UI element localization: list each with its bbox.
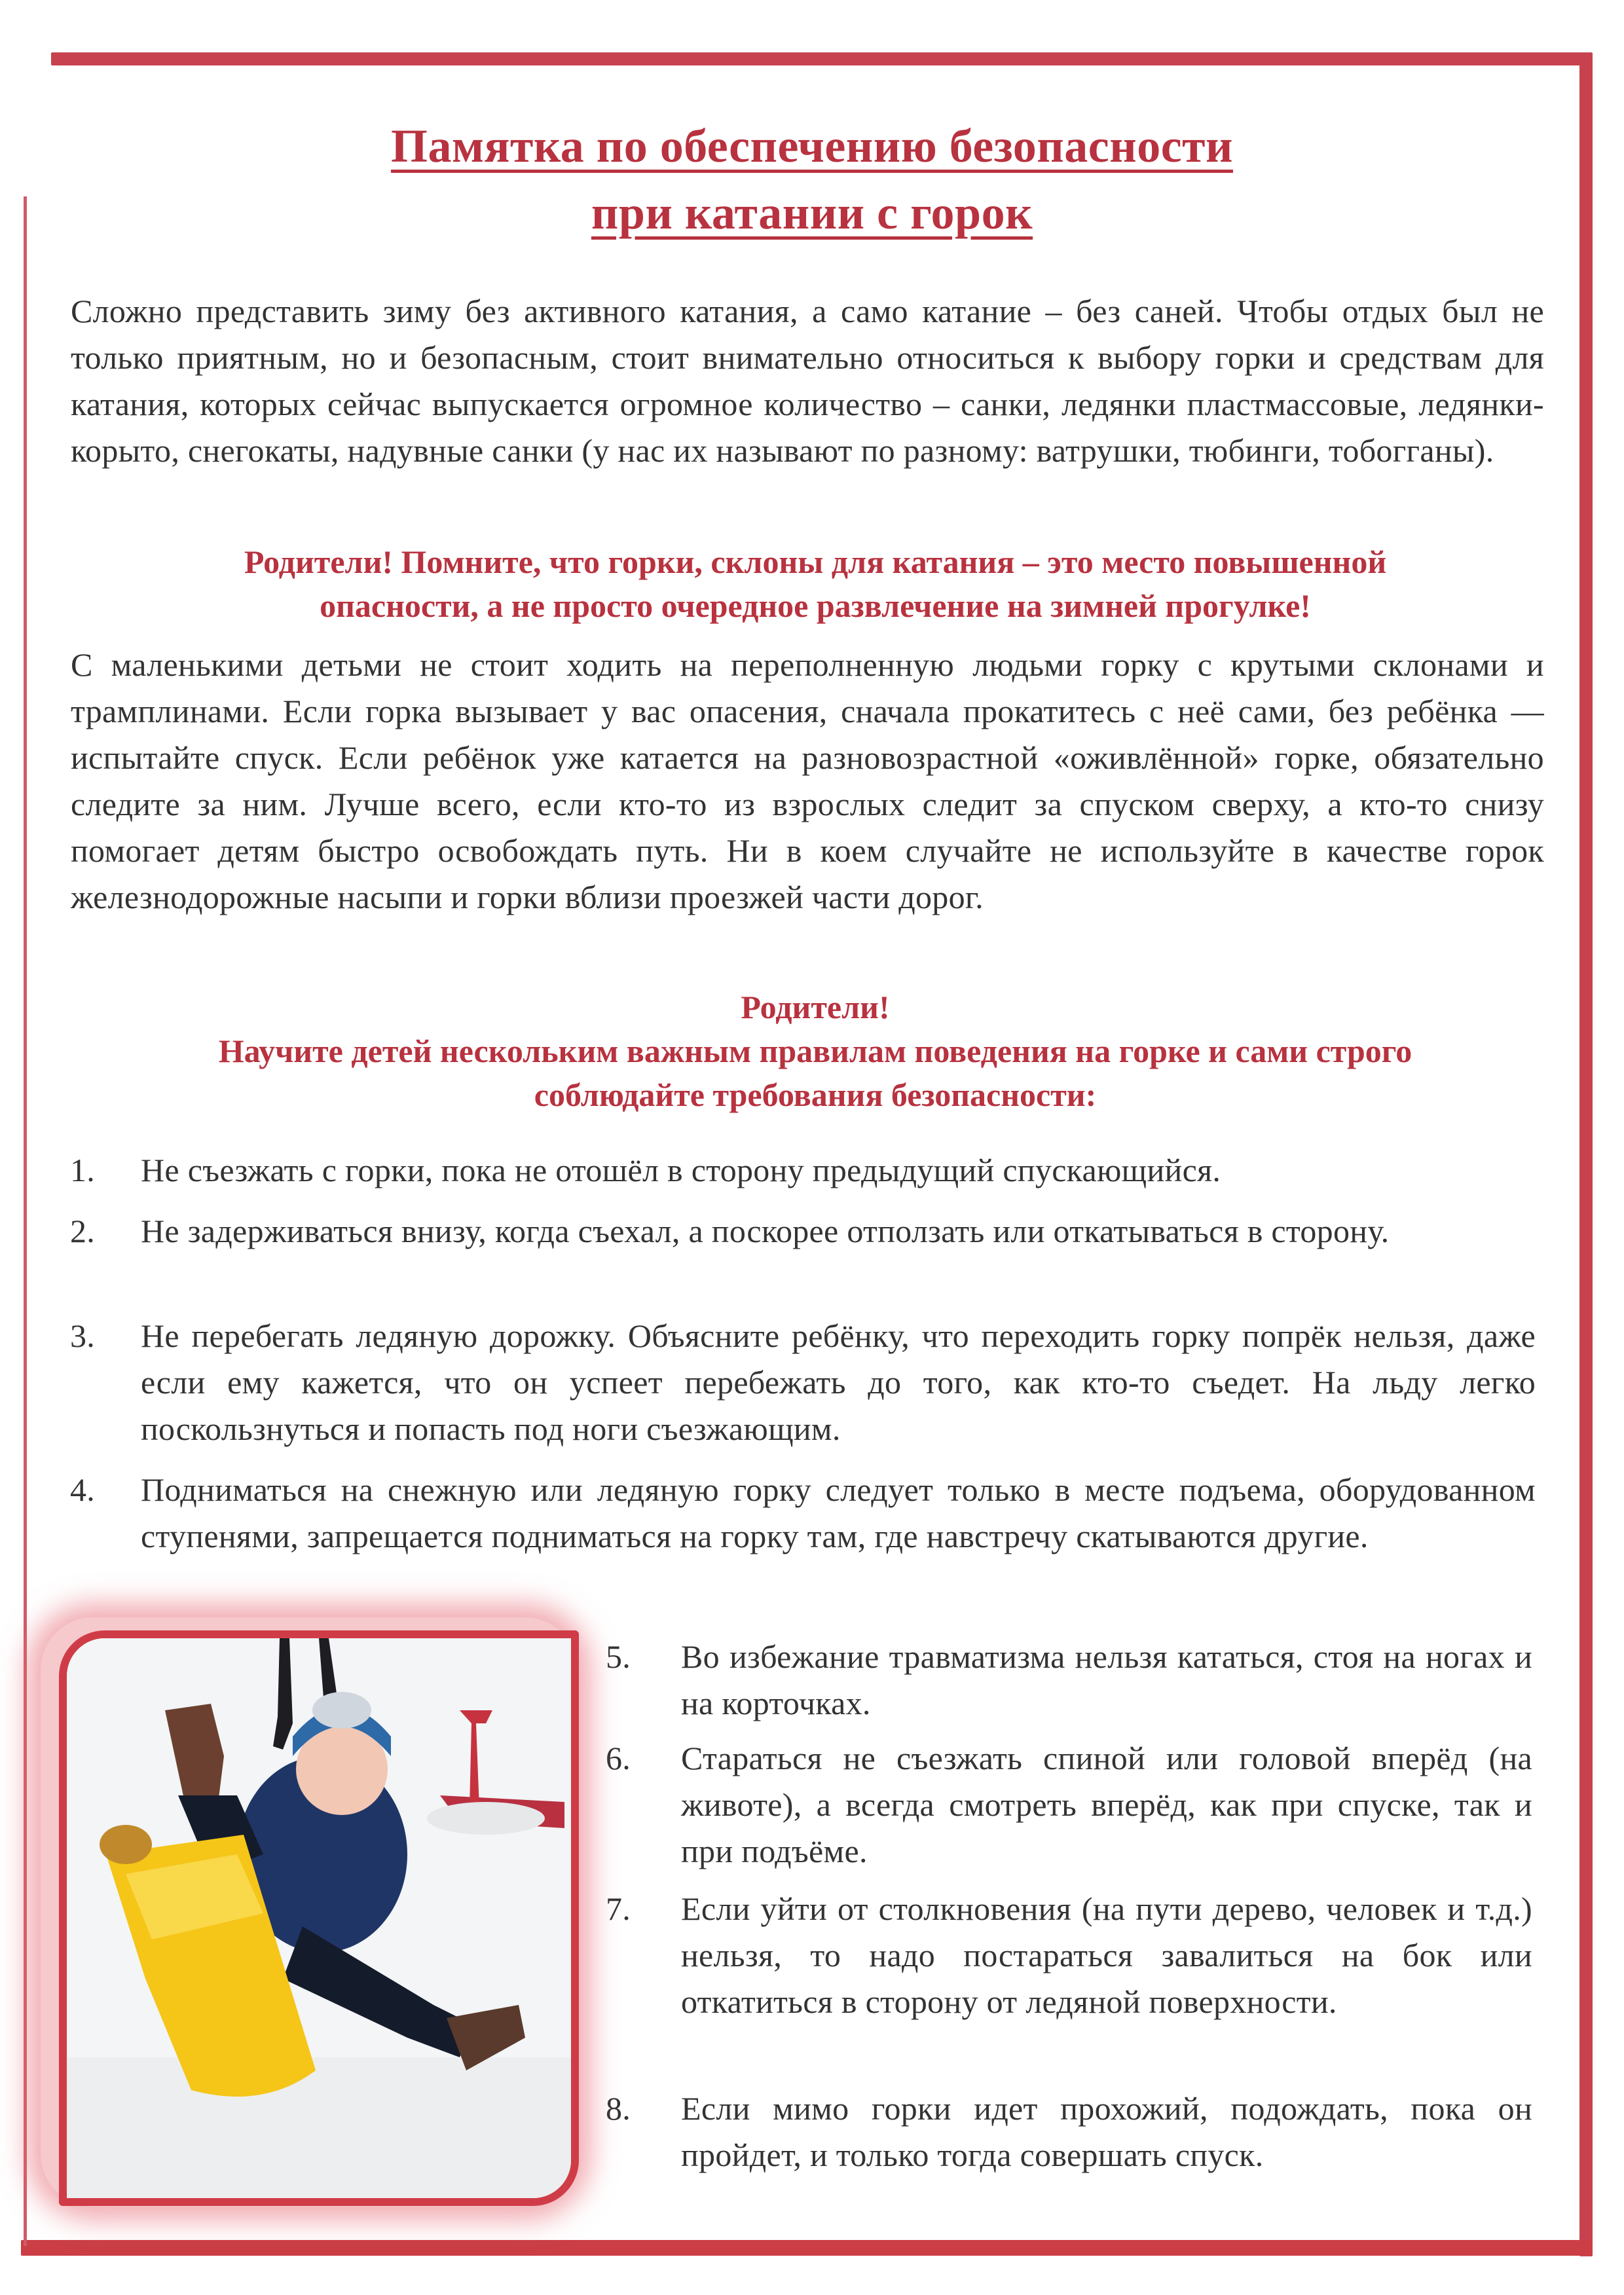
rule-number: 4. [70,1471,96,1508]
rule-item-8 [606,2085,1532,2178]
rule-text: Не съезжать с горки, пока не отошёл в сторону предыдущий спускающийся. [141,1152,1221,1188]
child-glove [100,1825,152,1864]
rules-heading [79,985,1552,1117]
rule-number: 7. [606,1890,631,1927]
frame-border-right [1579,58,1593,2256]
rule-item-2 [70,1208,1536,1255]
rule-text: Во избежание травматизма нельзя кататься, стоя на ногах и на корточках. [681,1638,1532,1721]
rule-number: 2. [70,1213,96,1249]
snow-spray [427,1802,545,1835]
rule-text: Не перебегать ледяную дорожку. Объясните ребёнку, что переходить горку попрёк нельзя, даже если ему кажется, что он успеет перебежать до того, как кто-то съедет. На льду легко поскользнуться и попасть под ноги съезжающим. [141,1317,1536,1447]
rule-text: Если мимо горки идет прохожий, подождать, пока он пройдет, и только тогда совершать спуск. [681,2090,1532,2173]
child-sledding-illustration [67,1638,571,2198]
rule-item-6 [606,1735,1532,1875]
frame-border-bottom [21,2240,1593,2256]
rule-number: 1. [70,1152,96,1188]
warning-block [79,540,1552,628]
rule-text: Подниматься на снежную или ледяную горку следует только в месте подъема, оборудованном ступенями, запрещается подниматься на горку там, где навстречу скатываются другие. [141,1471,1536,1554]
page-title-line-1 [0,117,1624,175]
advice-paragraph: С маленькими детьми не стоит ходить на переполненную людьми горку с крутыми склонами и трамплинами. Если горка вызывает у вас опасения, сначала прокатитесь с неё сами, без ребёнка — испытайте спуск. Если ребёнок уже катается на разновозрастной «оживлённой» горке, обязательно следите за ним. Лучше всего, если кто-то из взрослых следит за спуском сверху, а кто-то снизу помогает детям быстро освобождать путь. Ни в коем случайте не используйте в качестве горок железнодорожные насыпи и горки вблизи проезжей части дорог. [71,646,1544,915]
rule-item-7 [606,1886,1532,2025]
intro-paragraph: Сложно представить зиму без активного катания, а само катание – без саней. Чтобы отдых был не только приятным, но и безопасным, стоит внимательно относиться к выбору горки и средствам для катания, которых сейчас выпускается огромное количество – санки, ледянки пластмассовые, ледянки- корыто, снегокаты, надувные санки (у нас их называют по разному: ватрушки, тюбинги, тобогганы). [71,293,1544,469]
rule-item-3 [70,1313,1536,1452]
rule-item-1 [70,1147,1536,1194]
rule-text: Стараться не съезжать спиной или головой вперёд (на животе), а всегда смотреть вперёд, как при спуске, так и при подъёме. [681,1740,1532,1869]
title-text-1: Памятка по обеспечению безопасности [390,120,1234,172]
page-title-line-2 [0,183,1624,242]
title-text-2: при катании с горок [591,187,1033,239]
rule-item-4 [70,1467,1536,1560]
rules-heading-line-1: Родители! [741,989,890,1025]
rules-heading-line-3: соблюдайте требования безопасности: [534,1076,1097,1113]
rule-number: 5. [606,1638,631,1675]
frame-border-left [24,196,27,2246]
rules-heading-line-2: Научите детей нескольким важным правилам поведения на горке и сами строго [218,1033,1412,1069]
frame-border-top [51,52,1593,65]
rule-number: 6. [606,1740,631,1776]
rule-text: Если уйти от столкновения (на пути дерево, человек и т.д.) нельзя, то надо постараться завалиться на бок или откатиться в сторону от ледяной поверхности. [681,1890,1532,2020]
warning-line-2: опасности, а не просто очередное развлечение на зимней прогулке! [320,587,1311,624]
warning-line-1: Родители! Помните, что горки, склоны для катания – это место повышенной [244,543,1387,580]
rule-number: 8. [606,2090,631,2127]
rule-text: Не задерживаться внизу, когда съехал, а поскорее отползать или откатываться в сторону. [141,1213,1390,1249]
rule-item-5 [606,1634,1532,1727]
snow-ground [67,2057,571,2198]
rule-number: 3. [70,1317,96,1354]
child-sledding-photo [59,1630,579,2206]
child-hat-pompom [312,1692,371,1729]
